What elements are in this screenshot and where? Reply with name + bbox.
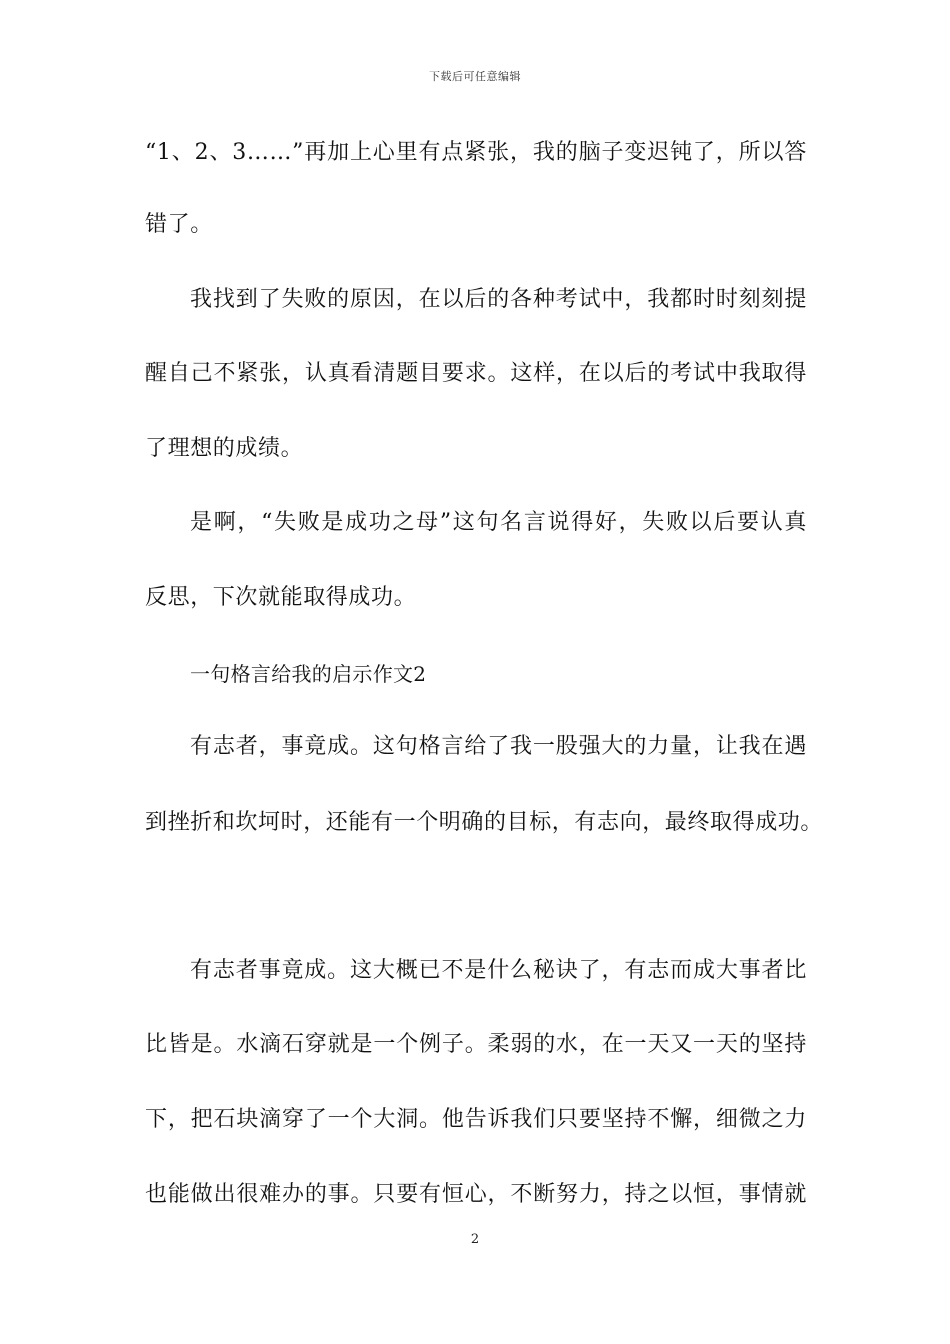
page-header: 下载后可任意编辑 (429, 70, 521, 83)
body-line-12: 比皆是。水滴石穿就是一个例子。柔弱的水，在一天又一天的坚持 (145, 1032, 807, 1057)
body-line-3: 我找到了失败的原因，在以后的各种考试中，我都时时刻刻提 (190, 287, 807, 312)
body-line-9: 有志者，事竟成。这句格言给了我一股强大的力量，让我在遇 (190, 734, 807, 759)
page-number: 2 (470, 1232, 480, 1247)
body-line-14: 也能做出很难办的事。只要有恒心，不断努力，持之以恒，事情就 (145, 1182, 807, 1207)
essay-subtitle: 一句格言给我的启示作文2 (190, 662, 427, 686)
body-line-6: 是啊，“失败是成功之母”这句名言说得好，失败以后要认真 (190, 510, 807, 535)
body-line-13: 下，把石块滴穿了一个大洞。他告诉我们只要坚持不懈，细微之力 (145, 1107, 807, 1132)
body-line-4: 醒自己不紧张，认真看清题目要求。这样，在以后的考试中我取得 (145, 361, 807, 386)
body-line-2: 错了。 (145, 212, 213, 237)
body-line-5: 了理想的成绩。 (145, 436, 304, 461)
body-line-10: 到挫折和坎坷时，还能有一个明确的目标，有志向，最终取得成功。 (145, 810, 824, 835)
body-line-1: “1、2、3……”再加上心里有点紧张，我的脑子变迟钝了，所以答 (145, 140, 807, 165)
body-line-11: 有志者事竟成。这大概已不是什么秘诀了，有志而成大事者比 (190, 958, 807, 983)
body-line-7: 反思，下次就能取得成功。 (145, 585, 417, 610)
